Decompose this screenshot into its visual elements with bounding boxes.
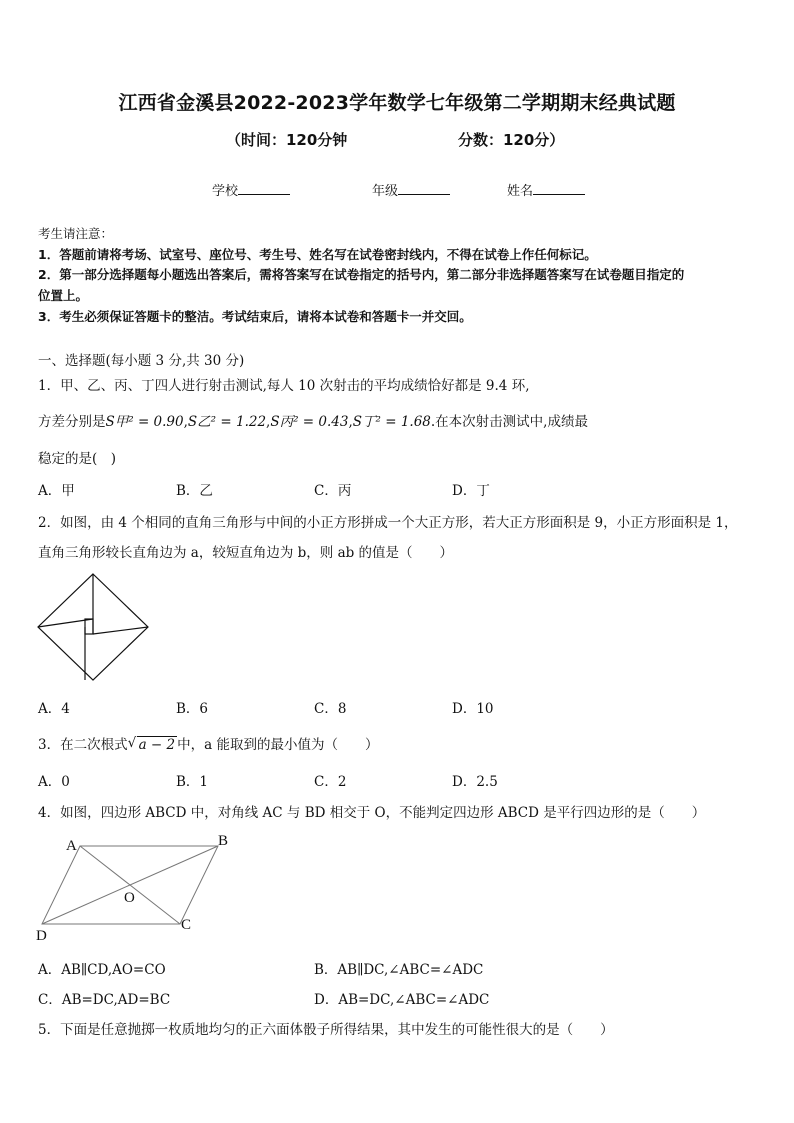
q4-option-a: A．AB∥CD,AO=CO <box>38 962 166 978</box>
q1-line3: 稳定的是( ) <box>38 451 117 467</box>
q1-option-b: B．乙 <box>176 483 213 499</box>
grade-blank <box>398 182 450 195</box>
q4-line1: 4．如图，四边形 ABCD 中，对角线 AC 与 BD 相交于 O，不能判定四边形 ABCD 是平行四边形的是（ ） <box>38 805 706 821</box>
note-3: 3．考生必须保证答题卡的整洁。考试结束后，请将本试卷和答题卡一并交回。 <box>38 309 472 324</box>
sqrt-sign: √ <box>127 735 137 751</box>
vertex-label-b: B <box>218 833 229 849</box>
q4-option-c: C．AB=DC,AD=BC <box>38 992 171 1008</box>
q3-option-a: A．0 <box>38 774 70 790</box>
q3-option-c: C．2 <box>314 774 347 790</box>
variance-ding: S丁² = 1.68 <box>352 414 431 430</box>
note-2a: 2．第一部分选择题每小题选出答案后，需将答案写在试卷指定的括号内，第二部分非选择题答案写在试卷题目指定的 <box>38 267 685 282</box>
q1-option-a: A．甲 <box>38 483 75 499</box>
q1-line2-suffix: .在本次射击测试中,成绩最 <box>430 414 588 430</box>
q3-option-b: B．1 <box>176 774 209 790</box>
name-blank <box>533 182 585 195</box>
school-blank <box>238 182 290 195</box>
q4-option-d: D．AB=DC,∠ABC=∠ADC <box>314 992 490 1008</box>
diagonal-bd <box>42 846 218 924</box>
name-label: 姓名 <box>507 184 534 199</box>
inner-small-square <box>85 619 93 634</box>
q3-suffix: 中，a 能取到的最小值为（ ） <box>177 737 379 753</box>
q3-prefix: 3．在二次根式 <box>38 737 128 753</box>
q5-line1: 5．下面是任意抛掷一枚质地均匀的正六面体骰子所得结果，其中发生的可能性很大的是（ ） <box>38 1022 614 1038</box>
name-field <box>507 180 585 199</box>
vertex-label-c: C <box>181 917 192 933</box>
intersection-label-o: O <box>124 890 135 906</box>
q2-option-a: A．4 <box>38 701 70 717</box>
q1-option-c: C．丙 <box>314 483 352 499</box>
score-label: 分数：120分） <box>458 131 565 149</box>
q2-option-b: B．6 <box>176 701 209 717</box>
q4-option-b: B．AB∥DC,∠ABC=∠ADC <box>314 962 484 978</box>
school-label: 学校 <box>212 184 239 199</box>
section-heading: 一、选择题(每小题 3 分,共 30 分) <box>38 353 245 369</box>
q2-option-c: C．8 <box>314 701 347 717</box>
variance-bing: S丙² = 0.43 <box>270 414 349 430</box>
q1-line2-prefix: 方差分别是 <box>38 414 106 430</box>
variance-jia: S甲² = 0.90 <box>105 414 184 430</box>
sqrt-expression <box>128 737 178 753</box>
grade-field <box>372 180 450 199</box>
q2-line1: 2．如图，由 4 个相同的直角三角形与中间的小正方形拼成一个大正方形，若大正方形面积是 9，小正方形面积是 1， <box>38 515 738 531</box>
note-1: 1．答题前请将考场、试室号、座位号、考生号、姓名写在试卷密封线内，不得在试卷上作任何标记。 <box>38 247 597 262</box>
q2-line2: 直角三角形较长直角边为 a，较短直角边为 b，则 ab 的值是（ ） <box>38 545 454 561</box>
variance-yi: S乙² = 1.22 <box>187 414 267 430</box>
q3-line <box>38 733 378 753</box>
q1-line1: 1．甲、乙、丙、丁四人进行射击测试,每人 10 次射击的平均成绩恰好都是 9.4 环, <box>38 378 530 394</box>
sqrt-radicand: a − 2 <box>138 737 176 753</box>
vertex-label-d: D <box>36 928 47 944</box>
grade-label: 年级 <box>372 184 399 199</box>
inner-line-2 <box>93 627 148 634</box>
notes-heading: 考生请注意： <box>38 226 114 241</box>
q3-option-d: D．2.5 <box>452 774 498 790</box>
page-title: 江西省金溪县2022-2023学年数学七年级第二学期期末经典试题 <box>118 92 676 114</box>
q1-option-d: D．丁 <box>452 483 490 499</box>
q1-line2: 方差分别是S甲² = 0.90,S乙² = 1.22,S丙² = 0.43,S丁² = 1.68.在本次射击测试中,成绩最 <box>38 414 588 430</box>
note-2b: 位置上。 <box>38 288 89 303</box>
school-field <box>212 180 290 199</box>
q2-option-d: D．10 <box>452 701 494 717</box>
pinwheel-square-diagram <box>36 570 152 682</box>
parallelogram-diagram <box>32 828 238 944</box>
vertex-label-a: A <box>66 838 77 854</box>
time-label: （时间：120分钟 <box>226 131 348 149</box>
